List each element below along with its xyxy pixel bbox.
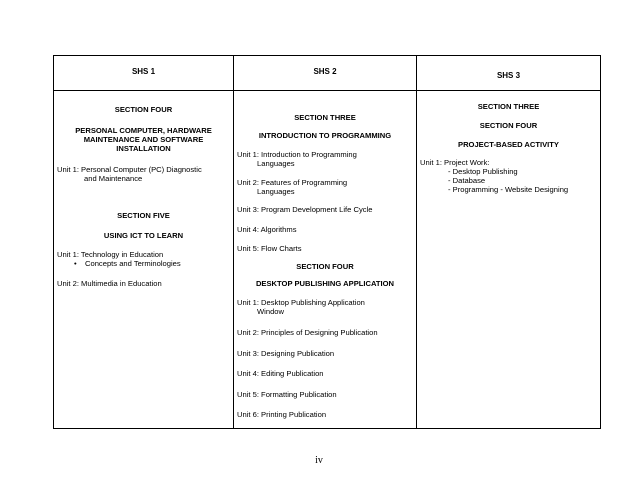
shs1-unit1-line2: and Maintenance bbox=[84, 174, 143, 183]
shs2-sf-unit1-line1: Unit 1: Desktop Publishing Application bbox=[237, 298, 365, 307]
shs2-sf-unit1-line2: Window bbox=[257, 307, 285, 316]
shs2-unit4: Unit 4: Algorithms bbox=[237, 225, 297, 234]
shs3-item-3: - Programming - Website Designing bbox=[448, 185, 569, 194]
shs2-unit2-line1: Unit 2: Features of Programming bbox=[237, 178, 348, 187]
shs3-item-2: - Database bbox=[448, 176, 486, 185]
header-shs1: SHS 1 bbox=[131, 67, 156, 76]
shs1-section-four-subtitle-1: PERSONAL COMPUTER, HARDWARE bbox=[75, 126, 212, 135]
syllabus-table bbox=[53, 55, 601, 429]
shs3-section-three-title: SECTION THREE bbox=[477, 102, 540, 111]
shs2-section-four-subtitle: DESKTOP PUBLISHING APPLICATION bbox=[255, 279, 395, 288]
shs2-sf-unit2: Unit 2: Principles of Designing Publication bbox=[237, 328, 378, 337]
shs3-item-1: - Desktop Publishing bbox=[448, 167, 518, 176]
shs2-sf-unit4: Unit 4: Editing Publication bbox=[237, 369, 324, 378]
header-shs2: SHS 2 bbox=[313, 67, 337, 76]
shs2-section-three-title: SECTION THREE bbox=[294, 113, 356, 122]
shs2-unit5: Unit 5: Flow Charts bbox=[237, 244, 302, 253]
column-shs2 bbox=[234, 56, 417, 428]
shs2-section-four-title: SECTION FOUR bbox=[296, 262, 354, 271]
shs1-section-five-bullet: Concepts and Terminologies bbox=[85, 259, 181, 268]
shs3-unit1: Unit 1: Project Work: bbox=[420, 158, 490, 167]
column-shs2-body bbox=[234, 91, 416, 428]
column-shs1 bbox=[54, 56, 234, 428]
shs2-sf-unit5: Unit 5: Formatting Publication bbox=[237, 390, 337, 399]
shs1-section-five-unit1: Unit 1: Technology in Education bbox=[57, 250, 164, 259]
column-shs3-body bbox=[417, 91, 600, 428]
page-number: iv bbox=[315, 455, 323, 466]
shs3-subtitle: PROJECT-BASED ACTIVITY bbox=[458, 140, 559, 149]
shs1-section-four-subtitle-3: INSTALLATION bbox=[116, 144, 171, 153]
shs1-section-five-title: SECTION FIVE bbox=[117, 211, 170, 220]
shs2-section-three-subtitle: INTRODUCTION TO PROGRAMMING bbox=[258, 131, 392, 140]
shs1-section-five-unit2: Unit 2: Multimedia in Education bbox=[57, 279, 162, 288]
shs3-section-four-title: SECTION FOUR bbox=[479, 121, 538, 130]
shs2-unit1-line1: Unit 1: Introduction to Programming bbox=[237, 150, 357, 159]
column-shs1-body bbox=[54, 91, 233, 428]
shs1-unit1-line1: Unit 1: Personal Computer (PC) Diagnostic bbox=[57, 165, 202, 174]
shs2-unit1-line2: Languages bbox=[257, 159, 295, 168]
shs1-section-four-subtitle-2: MAINTENANCE AND SOFTWARE bbox=[83, 135, 204, 144]
shs1-section-five-subtitle: USING ICT TO LEARN bbox=[103, 231, 184, 240]
column-shs3 bbox=[417, 56, 600, 428]
shs1-section-four-title: SECTION FOUR bbox=[114, 105, 173, 114]
bullet-icon: • bbox=[74, 259, 77, 268]
shs2-sf-unit6: Unit 6: Printing Publication bbox=[237, 410, 327, 419]
shs2-unit3: Unit 3: Program Development Life Cycle bbox=[237, 205, 373, 214]
shs2-unit2-line2: Languages bbox=[257, 187, 295, 196]
header-shs3: SHS 3 bbox=[496, 71, 521, 80]
shs2-sf-unit3: Unit 3: Designing Publication bbox=[237, 349, 335, 358]
